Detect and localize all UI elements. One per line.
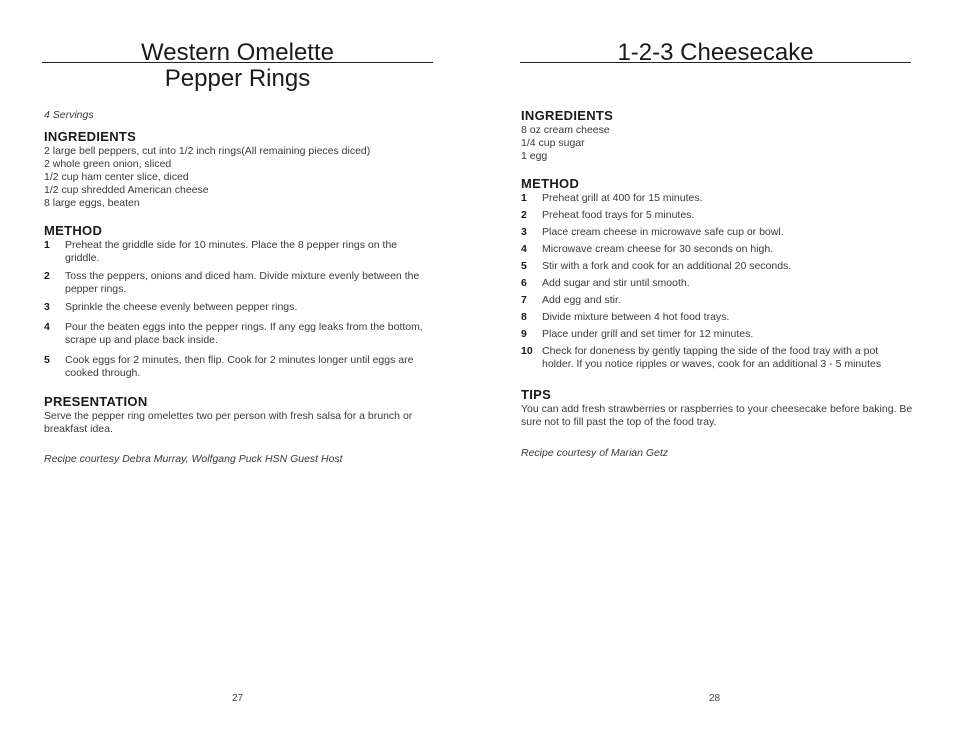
step-number: 3 [521, 226, 527, 238]
method-heading: METHOD [44, 223, 103, 238]
step-text: Microwave cream cheese for 30 seconds on high. [542, 243, 774, 255]
method-step [521, 311, 913, 324]
step-number: 1 [44, 239, 50, 251]
method-step [44, 270, 424, 296]
ingredients-list [521, 124, 913, 163]
presentation-text: Serve the pepper ring omelettes two per person with fresh salsa for a brunch or breakfast idea. [44, 410, 413, 435]
method-step [521, 277, 913, 290]
presentation-heading: PRESENTATION [44, 394, 148, 409]
ingredients-heading: INGREDIENTS [44, 129, 137, 144]
method-step [44, 321, 424, 347]
recipe-title-line: 1-2-3 Cheesecake [617, 39, 814, 66]
recipe-credit: Recipe courtesy Debra Murray, Wolfgang Puck HSN Guest Host [44, 453, 343, 465]
recipe-title-line: Western Omelette [141, 39, 334, 66]
method-step [44, 239, 424, 265]
step-text: Cook eggs for 2 minutes, then flip. Cook for 2 minutes longer until eggs are cooked through. [65, 354, 414, 379]
ingredient-item: 8 large eggs, beaten [44, 197, 140, 209]
ingredient-item: 1 egg [521, 150, 548, 162]
ingredient-item: 1/2 cup ham center slice, diced [44, 171, 189, 183]
step-text: Pour the beaten eggs into the pepper rings. If any egg leaks from the bottom, scrape up and place back inside. [65, 321, 423, 346]
step-number: 9 [521, 328, 527, 340]
recipe-body [44, 109, 424, 466]
method-step [44, 301, 424, 314]
recipe-title-line: Pepper Rings [164, 65, 311, 92]
ingredient-item: 2 whole green onion, sliced [44, 158, 172, 170]
step-text: Stir with a fork and cook for an additional 20 seconds. [542, 260, 792, 272]
recipe-body [521, 108, 913, 460]
step-number: 4 [521, 243, 527, 255]
ingredients-heading: INGREDIENTS [521, 108, 614, 123]
step-number: 5 [521, 260, 527, 272]
method-steps [44, 239, 424, 380]
method-step [521, 192, 913, 205]
tips-text: You can add fresh strawberries or raspberries to your cheesecake before baking. Be sure not to fill past the top of the food tray. [521, 403, 913, 428]
recipe-title [520, 40, 911, 66]
step-text: Preheat the griddle side for 10 minutes. Place the 8 pepper rings on the griddle. [65, 239, 398, 264]
step-text: Place cream cheese in microwave safe cup or bowl. [542, 226, 784, 238]
tips-heading: TIPS [521, 387, 552, 402]
step-text: Divide mixture between 4 hot food trays. [542, 311, 730, 323]
method-step [521, 345, 913, 371]
method-step [521, 243, 913, 256]
step-number: 4 [44, 321, 50, 333]
method-step [521, 294, 913, 307]
step-number: 2 [521, 209, 527, 221]
step-number: 1 [521, 192, 527, 204]
step-text: Check for doneness by gently tapping the side of the food tray with a pot holder. If you notice ripples or waves, cook for an additional 3 - 5 minutes [542, 345, 882, 370]
page-number: 27 [232, 693, 244, 704]
ingredient-item: 8 oz cream cheese [521, 124, 610, 136]
method-step [521, 226, 913, 239]
ingredient-item: 1/2 cup shredded American cheese [44, 184, 209, 196]
step-number: 7 [521, 294, 527, 306]
method-step [521, 260, 913, 273]
method-steps [521, 192, 913, 371]
step-text: Place under grill and set timer for 12 minutes. [542, 328, 754, 340]
step-text: Add egg and stir. [542, 294, 621, 306]
ingredient-item: 1/4 cup sugar [521, 137, 585, 149]
method-step [521, 209, 913, 222]
method-step [44, 354, 424, 380]
page-number: 28 [709, 693, 721, 704]
step-number: 6 [521, 277, 527, 289]
recipe-title [42, 40, 433, 92]
step-number: 3 [44, 301, 50, 313]
step-text: Preheat food trays for 5 minutes. [542, 209, 695, 221]
step-text: Toss the peppers, onions and diced ham. Divide mixture evenly between the pepper rings. [65, 270, 420, 295]
servings: 4 Servings [44, 109, 94, 121]
step-number: 2 [44, 270, 50, 282]
right-page [477, 0, 954, 738]
ingredient-item: 2 large bell peppers, cut into 1/2 inch rings(All remaining pieces diced) [44, 145, 371, 157]
ingredients-list [44, 145, 424, 210]
step-number: 5 [44, 354, 50, 366]
step-number: 8 [521, 311, 527, 323]
step-number: 10 [521, 345, 533, 357]
step-text: Preheat grill at 400 for 15 minutes. [542, 192, 703, 204]
recipe-credit: Recipe courtesy of Marian Getz [521, 447, 669, 459]
method-step [521, 328, 913, 341]
step-text: Add sugar and stir until smooth. [542, 277, 690, 289]
step-text: Sprinkle the cheese evenly between pepper rings. [65, 301, 298, 313]
method-heading: METHOD [521, 176, 580, 191]
